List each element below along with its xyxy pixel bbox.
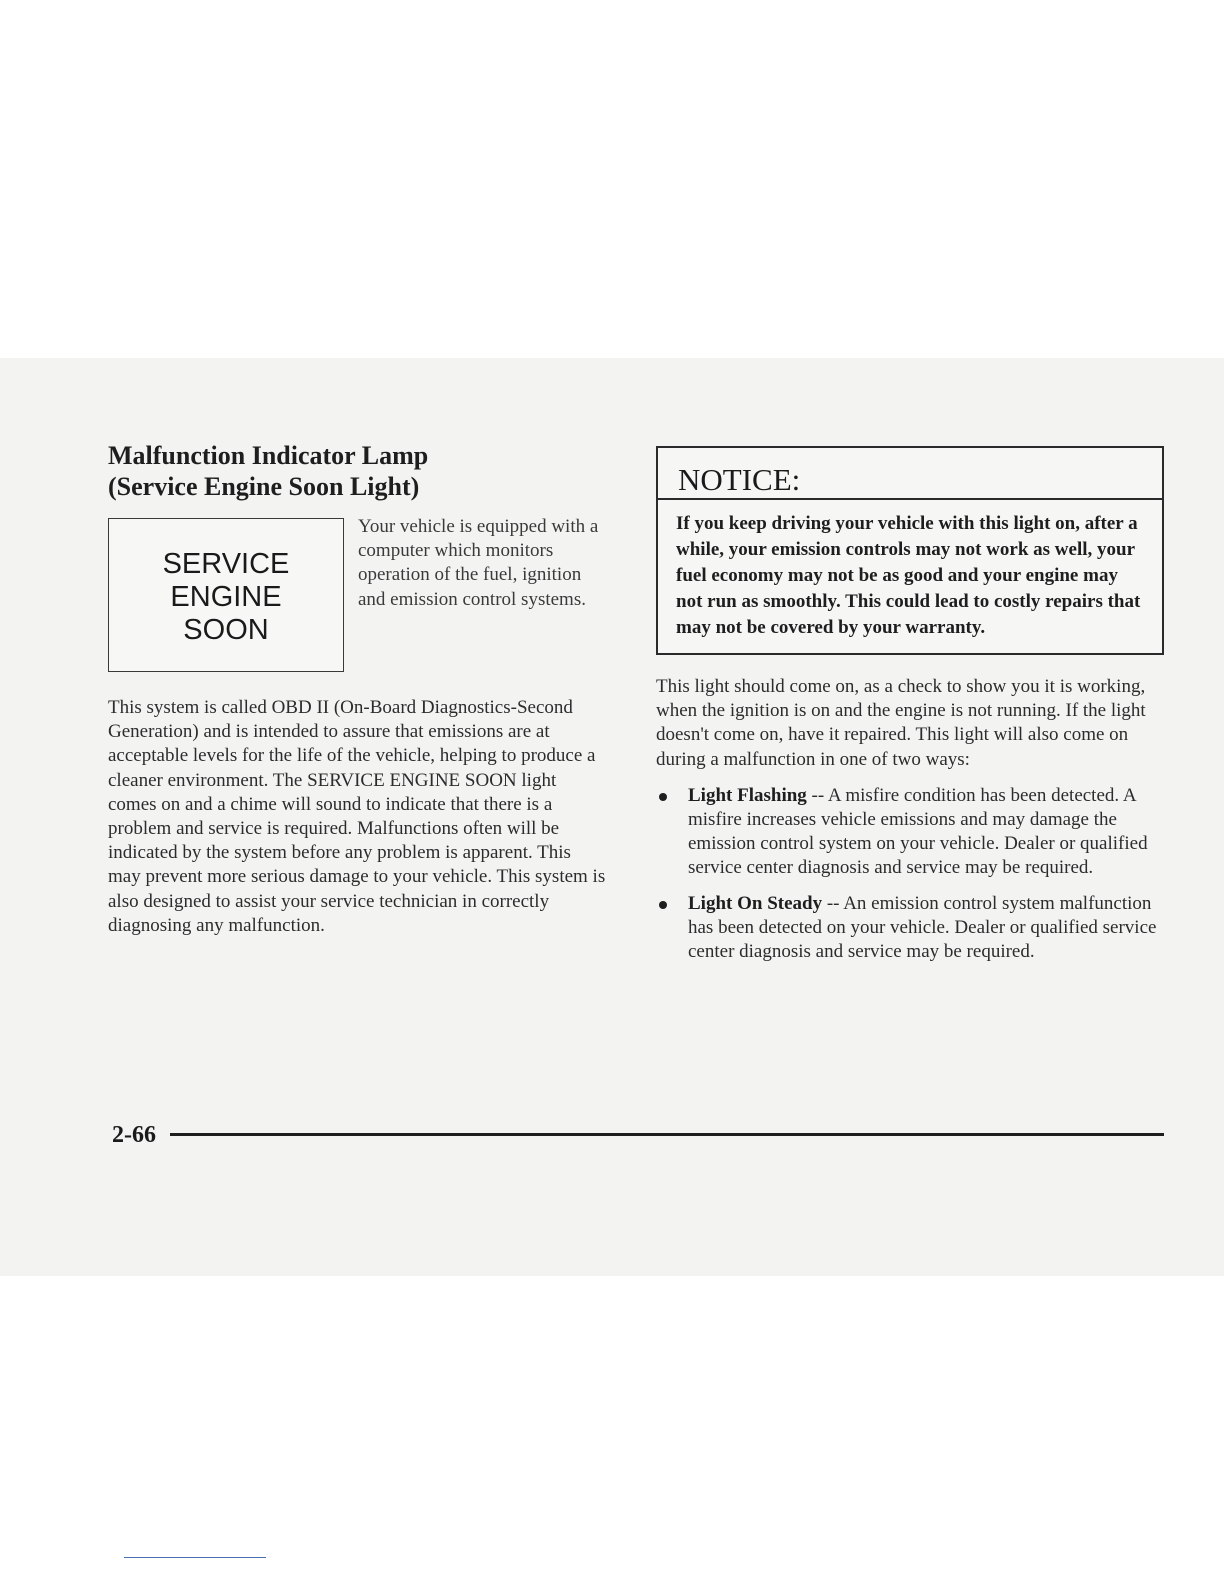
bullet-dot-icon — [659, 901, 667, 909]
bullet-text: -- A misfire condition has been detected. A misfire increases vehicle emissions and may damage the emission control system on your vehicle. Dealer or qualified service center diagnosis and service may be required. — [688, 784, 1148, 879]
lamp-row — [108, 518, 608, 696]
obd-description: This system is called OBD II (On-Board Diagnostics-Second Generation) and is intended to assure that emissions are at acceptable levels for the life of the vehicle, helping to produce a cleaner environment. The SERVICE ENGINE SOON light comes on and a chime will sound to indicate that there is a problem and service is required. Malfunctions often will be indicated by the system before any problem is apparent. This may prevent more serious damage to your vehicle. This system is also designed to assist your service technician in correctly diagnosing any malfunction. — [108, 697, 606, 936]
malfunction-ways-list — [656, 784, 1164, 964]
bullet-text: -- An emission control system malfunction has been detected on your vehicle. Dealer or qualified service center diagnosis and service may be required. — [688, 892, 1157, 963]
light-check-paragraph: This light should come on, as a check to show you it is working, when the ignition is on and the engine is not running. If the light doesn't come on, have it repaired. This light will also come on during a malfunction in one of two ways: — [656, 676, 1146, 770]
page-number: 2-66 — [112, 1122, 156, 1148]
left-column — [108, 440, 608, 938]
section-title-line-2: (Service Engine Soon Light) — [108, 472, 420, 501]
notice-box — [656, 446, 1164, 655]
bottom-divider — [124, 1557, 266, 1558]
right-column — [656, 446, 1164, 975]
bullet-term: Light On Steady — [688, 892, 823, 914]
lamp-description: Your vehicle is equipped with a computer which monitors operation of the fuel, ignition and emission control systems. — [358, 516, 599, 610]
bullet-dot-icon — [659, 793, 667, 801]
bullet-term: Light Flashing — [688, 784, 807, 806]
lamp-line-soon: SOON — [183, 613, 269, 646]
section-title-line-1: Malfunction Indicator Lamp — [108, 441, 429, 470]
list-item-light-on-steady — [656, 892, 1164, 965]
notice-text: If you keep driving your vehicle with this light on, after a while, your emission controls may not work as well, your fuel economy may not be as good and your engine may not run as smoothly. This could lead to costly repairs that may not be covered by your warranty. — [676, 513, 1141, 638]
footer-rule — [170, 1133, 1164, 1136]
page-footer — [108, 1120, 1164, 1150]
notice-heading: NOTICE: — [658, 448, 1162, 500]
service-engine-soon-lamp-graphic — [108, 518, 344, 672]
list-item-light-flashing — [656, 784, 1164, 881]
lamp-line-service: SERVICE — [162, 547, 290, 580]
section-title — [108, 440, 608, 502]
lamp-line-engine: ENGINE — [170, 580, 282, 613]
